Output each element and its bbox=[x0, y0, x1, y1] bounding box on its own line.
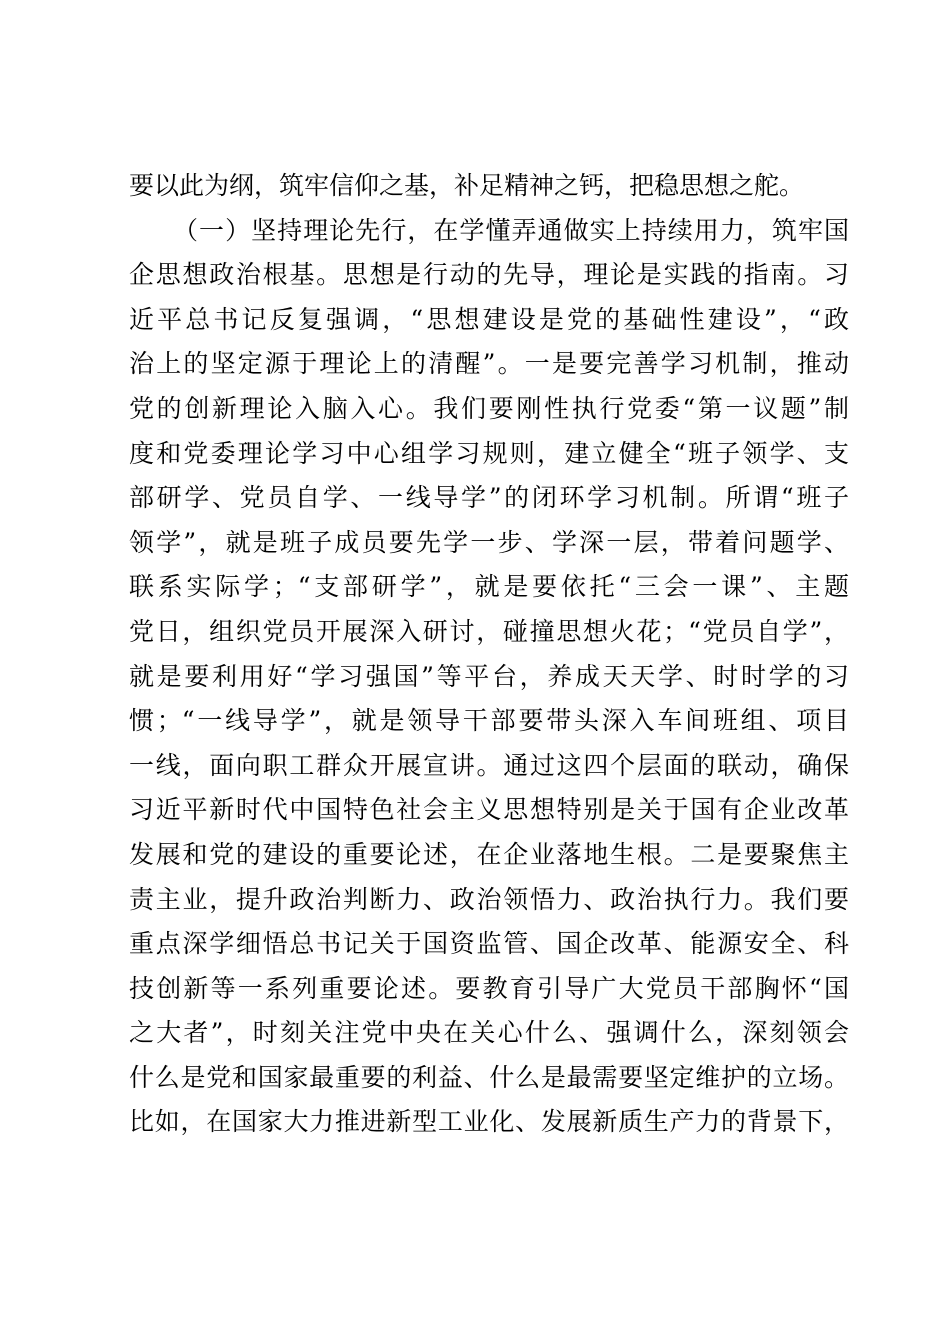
text-line: 什么是党和国家最重要的利益、什么是最需要坚定维护的立场。 bbox=[129, 1062, 849, 1092]
text-line: 之大者”，时刻关注党中央在关心什么、强调什么，深刻领会 bbox=[129, 1018, 849, 1048]
text-line: 发展和党的建设的重要论述，在企业落地生根。二是要聚焦主 bbox=[129, 839, 849, 869]
text-line: 要以此为纲，筑牢信仰之基，补足精神之钙，把稳思想之舵。 bbox=[129, 171, 805, 200]
text-line: 就是要利用好“学习强国”等平台，养成天天学、时时学的习 bbox=[129, 661, 849, 691]
text-line: 习近平新时代中国特色社会主义思想特别是关于国有企业改革 bbox=[129, 795, 849, 825]
text-line: 近平总书记反复强调，“思想建设是党的基础性建设”，“政 bbox=[129, 304, 849, 334]
text-line: 技创新等一系列重要论述。要教育引导广大党员干部胸怀“国 bbox=[129, 973, 849, 1003]
text-line: 责主业，提升政治判断力、政治领悟力、政治执行力。我们要 bbox=[129, 884, 849, 914]
text-line: 企思想政治根基。思想是行动的先导，理论是实践的指南。习 bbox=[129, 260, 849, 290]
text-line: 惯；“一线导学”，就是领导干部要带头深入车间班组、项目 bbox=[129, 706, 849, 736]
text-line: 部研学、党员自学、一线导学”的闭环学习机制。所谓“班子 bbox=[129, 483, 849, 513]
text-line: 治上的坚定源于理论上的清醒”。一是要完善学习机制，推动 bbox=[129, 349, 849, 379]
text-line: 领学”，就是班子成员要先学一步、学深一层，带着问题学、 bbox=[129, 527, 849, 557]
text-line: 度和党委理论学习中心组学习规则，建立健全“班子领学、支 bbox=[129, 438, 849, 468]
section-heading-line: （一）坚持理论先行，在学懂弄通做实上持续用力，筑牢国 bbox=[173, 215, 849, 245]
text-line: 党的创新理论入脑入心。我们要刚性执行党委“第一议题”制 bbox=[129, 393, 849, 423]
text-line: 比如，在国家大力推进新型工业化、发展新质生产力的背景下， bbox=[129, 1107, 849, 1137]
text-line: 联系实际学；“支部研学”，就是要依托“三会一课”、主题 bbox=[129, 572, 849, 602]
text-line: 党日，组织党员开展深入研讨，碰撞思想火花；“党员自学”， bbox=[129, 616, 849, 646]
text-line: 重点深学细悟总书记关于国资监管、国企改革、能源安全、科 bbox=[129, 929, 849, 959]
text-line: 一线，面向职工群众开展宣讲。通过这四个层面的联动，确保 bbox=[129, 750, 849, 780]
body-text bbox=[129, 164, 849, 1145]
